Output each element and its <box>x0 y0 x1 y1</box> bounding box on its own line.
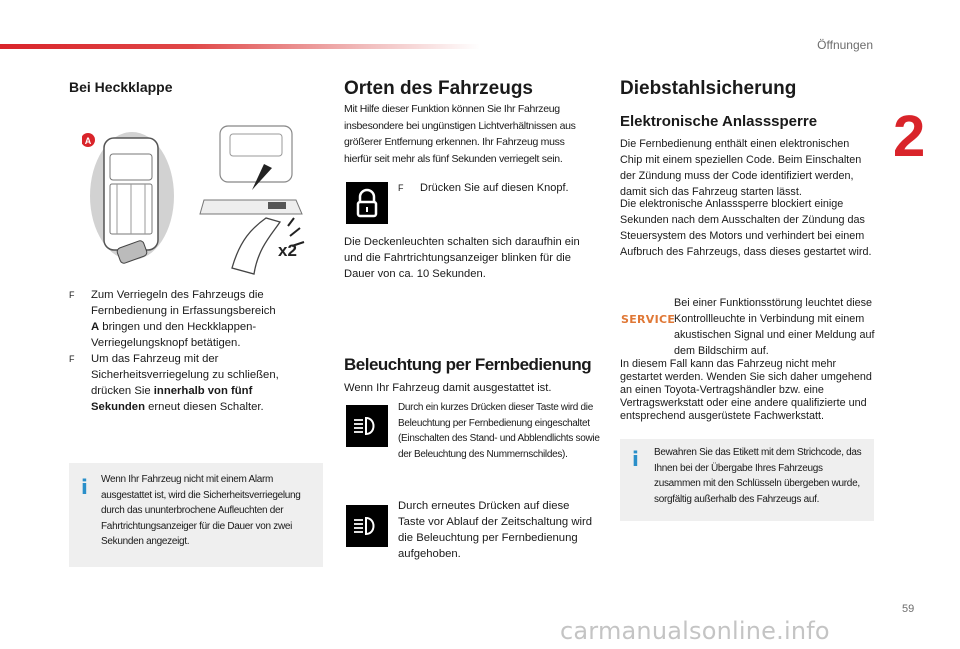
anlasssperre-paragraph-1: Die Fernbedienung enthält einen elektronischen Chip mit einem speziellen Code. Beim Einschalten der Zündung muss der Code identifiziert werden, damit sich das Fahrzeug starten lässt. <box>620 138 862 198</box>
bullet-item: F Um das Fahrzeug mit der Sicherheitsverriegelung zu schließen, drücken Sie innerhalb von fünf Sekunden erneut diesen Schalter. <box>69 353 279 413</box>
service-text: Bei einer Funktionsstörung leuchtet diese Kontrollleuchte in Verbindung mit einem akustischen Signal und einer Meldung auf dem Bildschirm auf. <box>674 297 875 357</box>
heckklappe-instructions <box>69 287 309 415</box>
zone-badge: A <box>84 136 92 146</box>
lock-button-icon <box>346 182 388 224</box>
heckklappe-title: Bei Heckklappe <box>69 79 173 95</box>
alarm-info-text: Wenn Ihr Fahrzeug nicht mit einem Alarm ausgestattet ist, wird die Sicherheitsverriegelung durch das ununterbrochene Aufleuchten der Fahrtrichtungsanzeiger für die Dauer von zwei Sekunden angezeigt. <box>101 474 301 547</box>
orten-title: Orten des Fahrzeugs <box>344 78 533 99</box>
chapter-number: 2 <box>893 104 926 169</box>
header-accent-bar <box>0 44 480 49</box>
anlasssperre-title: Elektronische Anlasssperre <box>620 113 818 130</box>
watermark: carmanualsonline.info <box>560 617 830 645</box>
beleuchtung-intro: Wenn Ihr Fahrzeug damit ausgestattet ist. <box>344 382 552 394</box>
press-twice-label: x2 <box>278 241 297 260</box>
beleuchtung-on-text: Durch ein kurzes Drücken dieser Taste wird die Beleuchtung per Fernbedienung eingeschaltet (Einschalten des Stand- und Abblendlichts sowie der Beleuchtung des Nummernschildes). <box>398 402 600 460</box>
alarm-info-box <box>69 463 323 567</box>
headlight-off-icon <box>346 505 388 547</box>
bullet-item: F Zum Verriegeln des Fahrzeugs die Fernbedienung in Erfassungsbereich A bringen und den Heckklappen-Verriegelungsknopf betätigen. <box>69 289 276 349</box>
beleuchtung-off-text: Durch erneutes Drücken auf diese Taste vor Ablauf der Zeitschaltung wird die Beleuchtung per Fernbedienung aufgehoben. <box>398 500 593 560</box>
service-warning-icon: SERVICE <box>621 313 676 326</box>
anlasssperre-paragraph-2: Die elektronische Anlasssperre blockiert einige Sekunden nach dem Ausschalten der Zündung das Steuersystem des Motors und verhindert bei einem Aufbruch des Fahrzeugs, dass dieses gestartet wird. <box>620 198 872 258</box>
bullet-marker: F <box>69 290 75 300</box>
section-name: Öffnungen <box>817 38 873 52</box>
page-number: 59 <box>902 603 915 615</box>
orten-intro: Mit Hilfe dieser Funktion können Sie Ihr Fahrzeug insbesondere bei ungünstigen Lichtverhältnissen aus größerer Entfernung erkennen. Ihr Fahrzeug muss hierfür seit mehr als fünf Sekunden verriegelt sein. <box>344 103 576 165</box>
tailgate-locking-illustration <box>82 118 308 276</box>
barcode-info-text: Bewahren Sie das Etikett mit dem Strichcode, das Ihnen bei der Übergabe Ihres Fahrzeugs zusammen mit den Schlüsseln übergeben wurde, sorgfältig außerhalb des Fahrzeugs auf. <box>654 447 862 505</box>
orten-result: Die Deckenleuchten schalten sich daraufhin ein und die Fahrtrichtungsanzeiger blinken für die Dauer von ca. 10 Sekunden. <box>344 236 580 280</box>
diebstahl-title: Diebstahlsicherung <box>620 78 797 99</box>
headlight-on-icon <box>346 405 388 447</box>
barcode-info-box <box>620 439 874 521</box>
info-icon: i <box>632 447 639 471</box>
workshop-text: In diesem Fall kann das Fahrzeug nicht mehr gestartet werden. Wenden Sie sich daher umgehend an einen Toyota-Vertragshändler bzw. eine Vertragswerkstatt oder eine andere qualifizierte und entsprechend ausgerüstete Fachwerkstatt. <box>620 358 872 422</box>
beleuchtung-title: Beleuchtung per Fernbedienung <box>344 355 592 374</box>
press-instruction: F Drücken Sie auf diesen Knopf. <box>398 182 569 194</box>
bullet-marker: F <box>69 354 75 364</box>
info-icon: i <box>81 475 88 499</box>
